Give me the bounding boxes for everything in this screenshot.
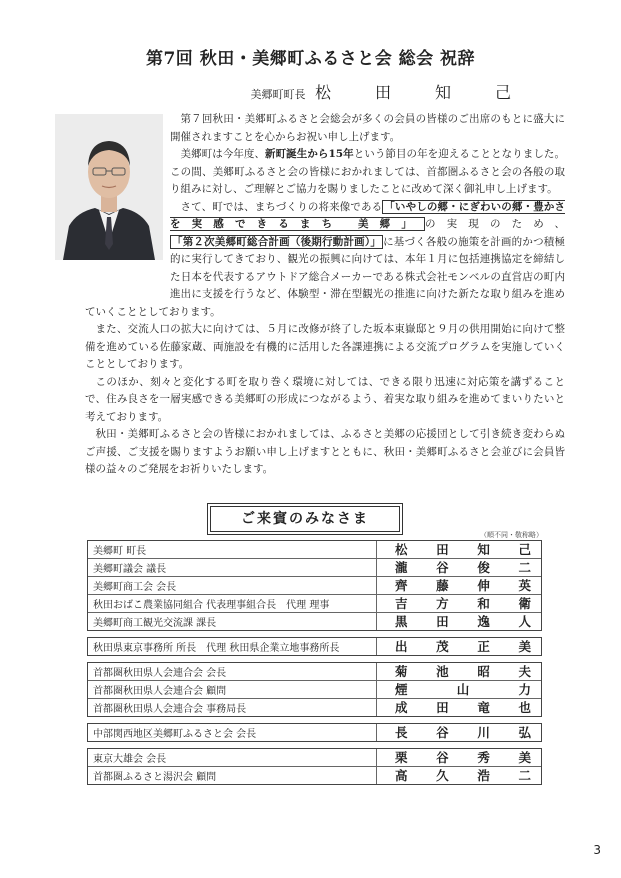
guest-organization: 美郷町商工会 会長 [93, 582, 177, 593]
guest-name [376, 681, 541, 698]
guest-row [88, 724, 541, 741]
guest-name-text: 長谷川弘 [395, 725, 531, 740]
guest-organization: 秋田おばこ農業協同組合 代表理事組合長 代理 理事 [93, 600, 330, 611]
guest-name [376, 559, 541, 576]
guest-row [88, 613, 541, 630]
guest-name [376, 577, 541, 594]
guest-name-text: 瀧谷俊二 [395, 560, 531, 575]
guest-name-text: 煙山力 [395, 682, 531, 697]
guest-organization: 首都圏秋田県人会連合会 事務局長 [93, 704, 247, 715]
paragraph-text: 秋田・美郷町ふるさと会の皆様におかれましては、ふるさと美郷の応援団として引き続き変わらぬご声援、ご支援を賜りますようお願い申し上げますとともに、秋田・美郷町ふるさと会並びに会員皆様の益々のご発展をお祈りいたします。 [85, 428, 565, 475]
guests-note: （順不同・敬称略） [480, 531, 543, 539]
guest-name [376, 767, 541, 784]
guest-name [376, 595, 541, 612]
guest-name [376, 699, 541, 716]
guest-name-text: 齊藤伸英 [395, 578, 531, 593]
guest-name [376, 541, 541, 558]
guest-organization: 首都圏秋田県人会連合会 会長 [93, 668, 227, 679]
photo-wrap-spacer [85, 111, 170, 299]
author-role: 美郷町町長 [250, 88, 306, 101]
guests-table [87, 540, 542, 791]
page-number: 3 [593, 843, 601, 857]
paragraph-text: の実現のため、 [425, 218, 565, 230]
guests-heading: ご来賓のみなさま [210, 506, 400, 532]
guest-row [88, 595, 541, 613]
guest-organization: 美郷町議会 議長 [93, 564, 167, 575]
guest-row [88, 699, 541, 716]
guest-name-text: 松田知己 [395, 542, 531, 557]
emphasis-boxed-text: 「第２次美郷町総合計画（後期行動計画）」 [172, 235, 382, 248]
guest-name [376, 724, 541, 741]
guest-name-text: 菊池昭夫 [395, 664, 531, 679]
page-title: 第7回 秋田・美郷町ふるさと会 総会 祝辞 [145, 49, 476, 69]
guest-name [376, 749, 541, 766]
guest-name-text: 出茂正美 [395, 639, 531, 654]
guest-row [88, 577, 541, 595]
greeting-body [85, 111, 565, 479]
paragraph-text: さて、町では、まちづくりの将来像である [180, 200, 383, 213]
guest-row [88, 749, 541, 767]
guest-row [88, 638, 541, 655]
author-name: 松 田 知 己 [314, 83, 525, 102]
guest-name-text: 栗谷秀美 [395, 750, 531, 765]
paragraph-text: という節目の年を迎えることとなりました。この間、美郷町ふるさと会の皆様におかれましては、首都圏ふるさと会の各般の取り組みに対し、ご理解とご協力を賜りましたことに改めて深く御礼申し上げます。 [170, 148, 565, 195]
guest-organization: 首都圏秋田県人会連合会 顧問 [93, 686, 227, 697]
guest-name [376, 663, 541, 680]
emphasis-boxed-text: 「いやしの郷・にぎわいの郷・豊かさを実感できるまち 美郷」 [170, 200, 565, 230]
guest-group [87, 748, 542, 785]
paragraph-text: 第７回秋田・美郷町ふるさと会総会が多くの会員の皆様のご出席のもとに盛大に開催されますことを心からお祝い申し上げます。 [170, 113, 565, 143]
emphasis-text: 新町誕生から15年 [265, 148, 354, 160]
guest-organization: 美郷町商工観光交流課 課長 [93, 618, 217, 629]
guest-name-text: 黒田逸人 [395, 614, 531, 629]
paragraph-text: 美郷町は今年度、 [180, 148, 266, 160]
paragraph-text: このほか、刻々と変化する町を取り巻く環境に対しては、できる限り迅速に対応策を講ずることで、住み良さを一層実感できる美郷町の形成につながるよう、着実な取り組みを進めてまいりたいと考えております。 [85, 375, 565, 423]
body-paragraph [85, 374, 565, 427]
guest-row [88, 663, 541, 681]
paragraph-text: また、交流人口の拡大に向けては、５月に改修が終了した坂本東嶽邸と９月の供用開始に向けて整備を進めている佐藤家蔵、両施設を有機的に活用した各課連携による交流プログラムを実施していくこととしております。 [85, 323, 565, 370]
paragraph-text: に基づく各般の施策を計画的かつ積極的に実行してきており、観光の振興に向けては、本年１月に包括連携協定を締結した日本を代表するアウトドア総合メーカーである株式会社モンベルの直営店の町内進出に支援を行うなど、体験型・滞在型観光の推進に向けた新たな取り組みを進めていくこととしております。 [85, 235, 566, 318]
guest-group [87, 637, 542, 656]
body-paragraph [85, 321, 565, 374]
guest-organization: 東京大雄会 会長 [93, 754, 167, 765]
guest-organization: 美郷町 町長 [93, 546, 147, 557]
guest-organization: 中部関西地区美郷町ふるさと会 会長 [93, 729, 257, 740]
guest-group [87, 662, 542, 717]
guest-name-text: 吉方和衛 [395, 596, 531, 611]
body-paragraph [85, 426, 565, 479]
guest-row [88, 541, 541, 559]
guest-name-text: 成田竜也 [395, 700, 531, 715]
author-line [250, 80, 525, 103]
guest-name-text: 高久浩二 [395, 768, 531, 783]
guest-row [88, 767, 541, 784]
guest-row [88, 681, 541, 699]
guest-name [376, 638, 541, 655]
guest-name [376, 613, 541, 630]
guest-row [88, 559, 541, 577]
guest-organization: 秋田県東京事務所 所長 代理 秋田県企業立地事務所長 [93, 643, 340, 654]
guest-group [87, 723, 542, 742]
guest-organization: 首都圏ふるさと湯沢会 顧問 [93, 772, 217, 783]
guest-group [87, 540, 542, 631]
